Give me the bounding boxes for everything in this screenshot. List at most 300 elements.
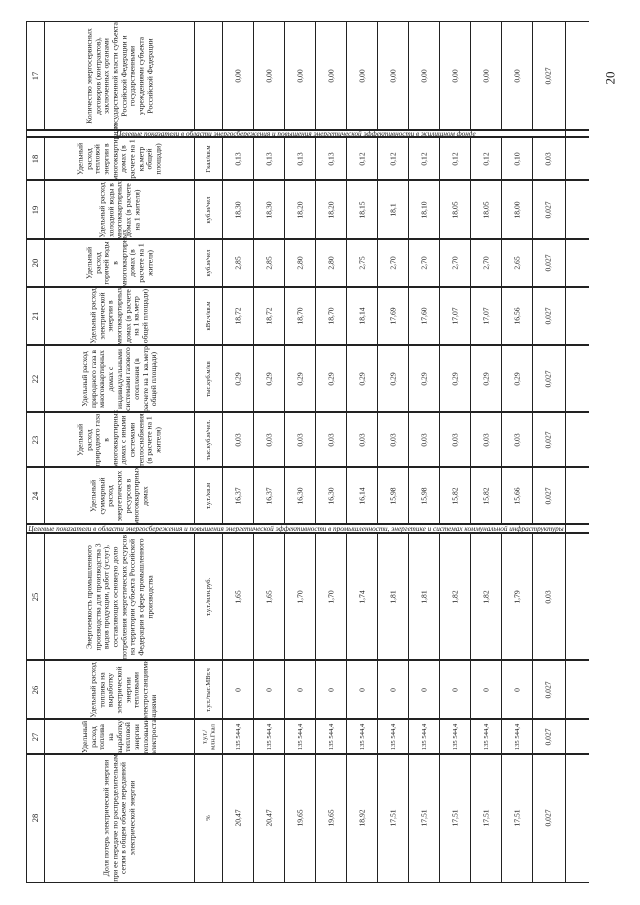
- value-cell-cell: [346, 137, 378, 180]
- row-number: 28: [30, 813, 41, 823]
- value-cell-cell: [253, 412, 285, 467]
- value-cell: 0,03: [543, 151, 553, 166]
- value-cell-cell: [253, 287, 285, 345]
- value-cell: 0,027: [543, 254, 553, 272]
- value-cell-cell: [222, 660, 254, 719]
- value-cell-cell: [470, 533, 502, 660]
- value-cell-cell: [222, 533, 254, 660]
- value-cell-cell: [315, 412, 347, 467]
- row-number-cell: [26, 287, 45, 345]
- value-cell-cell: [284, 345, 316, 412]
- value-cell: 2,80: [326, 256, 336, 270]
- value-cell-cell: [315, 467, 347, 524]
- value-cell-cell: [253, 533, 285, 660]
- value-cell-cell: [532, 467, 566, 524]
- value-cell-cell: [377, 22, 409, 130]
- value-cell-cell: [470, 754, 502, 882]
- value-cell-cell: [346, 533, 378, 660]
- value-cell: 18,70: [326, 307, 336, 325]
- value-cell-cell: [222, 719, 254, 754]
- value-cell-cell: [532, 719, 566, 754]
- value-cell-cell: [315, 754, 347, 882]
- value-cell-cell: [501, 22, 533, 130]
- indicator-name-cell: [44, 345, 195, 412]
- indicator-name: Удельный расход электрической энергии в многоквартирных домах (в расчете на 1 кв.метр общей площади): [88, 287, 150, 345]
- value-cell: 20,47: [264, 809, 274, 827]
- indicator-name-cell: [44, 22, 195, 130]
- indicator-name-cell: [44, 694, 195, 754]
- value-cell-cell: [346, 180, 378, 239]
- value-cell-cell: [284, 137, 316, 180]
- value-cell-cell: [470, 345, 502, 412]
- value-cell: 0: [264, 687, 274, 692]
- value-cell-cell: [346, 239, 378, 287]
- value-cell: 0,10: [512, 151, 522, 166]
- unit-cell: тыс.куб.м/чел.: [205, 419, 213, 460]
- value-cell: 0: [481, 687, 491, 692]
- value-cell: 0,12: [450, 151, 460, 166]
- value-cell: 135 544,4: [265, 723, 273, 750]
- value-cell: 0,13: [233, 151, 243, 166]
- row-number-cell: [26, 239, 45, 287]
- value-cell: 18,20: [326, 200, 336, 219]
- value-cell: 135 544,4: [451, 723, 459, 750]
- value-cell: 135 544,4: [389, 723, 397, 750]
- value-cell: 2,85: [264, 256, 274, 270]
- value-cell-cell: [315, 533, 347, 660]
- section-header-text: Целевые показатели в области энергосбережения и повышения энергетической эффективности в промышленности, энергетике и системах коммунальной инфраструктуры: [28, 524, 564, 533]
- value-cell: 2,85: [233, 256, 243, 270]
- value-cell: 0: [233, 687, 243, 692]
- value-cell: 0,03: [481, 432, 491, 447]
- value-cell: 0,00: [512, 69, 522, 83]
- indicator-name-cell: [44, 533, 195, 660]
- value-cell: 17,51: [512, 809, 522, 827]
- value-cell: 0,027: [543, 67, 553, 85]
- value-cell: 0,03: [388, 432, 398, 447]
- value-cell: 0,29: [512, 371, 522, 386]
- value-cell: 18,92: [357, 809, 367, 827]
- value-cell-cell: [532, 239, 566, 287]
- value-cell: 0,29: [295, 371, 305, 386]
- value-cell-cell: [346, 719, 378, 754]
- value-cell-cell: [284, 533, 316, 660]
- value-cell-cell: [439, 239, 471, 287]
- unit-cell-cell: [194, 180, 223, 239]
- value-cell-cell: [253, 345, 285, 412]
- value-cell-cell: [346, 22, 378, 130]
- value-cell-cell: [532, 345, 566, 412]
- unit-cell-cell: [194, 287, 223, 345]
- value-cell: 18,70: [295, 307, 305, 325]
- value-cell: 135 544,4: [420, 723, 428, 750]
- value-cell: 0,03: [264, 432, 274, 447]
- value-cell-cell: [532, 412, 566, 467]
- value-cell: 19,65: [326, 809, 336, 827]
- value-cell: 0,00: [388, 69, 398, 83]
- value-cell: 0,00: [450, 69, 460, 83]
- value-cell-cell: [315, 287, 347, 345]
- value-cell-cell: [315, 239, 347, 287]
- unit-cell: куб.м/чел: [205, 196, 213, 223]
- value-cell-cell: [284, 412, 316, 467]
- value-cell: 1,65: [233, 589, 243, 604]
- value-cell: 0: [357, 687, 367, 692]
- value-cell-cell: [222, 345, 254, 412]
- indicator-name: Количество энергосервисных договоров (контрактов), заключенных органами государственной власти субъекта Российской Федерации и государственными учреждениями субъекта Российской Федерации: [84, 22, 154, 130]
- value-cell-cell: [253, 719, 285, 754]
- value-cell: 18,00: [512, 200, 522, 219]
- value-cell: 18,30: [233, 200, 243, 219]
- row-number: 22: [30, 374, 41, 383]
- value-cell: 16,14: [357, 486, 367, 505]
- value-cell: 20,47: [233, 809, 243, 827]
- value-cell: 0,13: [326, 151, 336, 166]
- value-cell: 0,03: [512, 432, 522, 447]
- value-cell: 1,70: [295, 589, 305, 604]
- value-cell-cell: [470, 287, 502, 345]
- value-cell-cell: [470, 180, 502, 239]
- value-cell: 0,03: [357, 432, 367, 447]
- value-cell-cell: [222, 467, 254, 524]
- value-cell: 0,29: [264, 371, 274, 386]
- value-cell: 0,29: [419, 371, 429, 386]
- indicator-name: Удельный расход природного газа в многоквартирных домах с индивидуальными системами газового отопления (в расчете на 1 кв.метр общей площади): [80, 345, 159, 412]
- value-cell-cell: [439, 754, 471, 882]
- value-cell: 0,027: [543, 809, 553, 827]
- value-cell: 0,03: [295, 432, 305, 447]
- value-cell-cell: [284, 22, 316, 130]
- row-number: 24: [30, 491, 41, 500]
- value-cell: 16,37: [233, 486, 243, 505]
- row-number: 20: [30, 258, 41, 268]
- value-cell: 18,05: [450, 200, 460, 219]
- value-cell: 2,70: [450, 256, 460, 270]
- value-cell: 0,12: [388, 151, 398, 166]
- value-cell-cell: [253, 754, 285, 882]
- indicator-name: Энергоемкость промышленного производства для производства 3 видов продукции, работ (услуг), составляющих основную долю потребления энергетических ресурсов на территории субъекта Российской Федерации в сфере промышленного производства: [84, 534, 154, 659]
- value-cell-cell: [315, 137, 347, 180]
- row-number: 18: [30, 154, 41, 163]
- value-cell: 0: [419, 687, 429, 692]
- value-cell-cell: [532, 180, 566, 239]
- value-cell: 15,82: [481, 486, 491, 505]
- value-cell: 0,00: [419, 69, 429, 83]
- indicator-name-cell: [44, 122, 195, 180]
- value-cell-cell: [470, 660, 502, 719]
- value-cell: 0,00: [295, 69, 305, 83]
- value-cell-cell: [439, 412, 471, 467]
- value-cell-cell: [408, 660, 440, 719]
- value-cell: 0,12: [419, 151, 429, 166]
- value-cell-cell: [408, 412, 440, 467]
- table-row: [26, 466, 589, 525]
- value-cell-cell: [346, 412, 378, 467]
- value-cell-cell: [408, 719, 440, 754]
- value-cell-cell: [222, 180, 254, 239]
- value-cell-cell: [501, 660, 533, 719]
- value-cell-cell: [501, 137, 533, 180]
- indicator-name: Удельный расход топлива на выработку тепловой энергии тепловыми электростанциями: [80, 694, 159, 754]
- value-cell-cell: [377, 719, 409, 754]
- value-cell-cell: [284, 719, 316, 754]
- row-number-cell: [26, 533, 45, 660]
- unit-cell-cell: [194, 719, 223, 754]
- indicator-name: Удельный расход горячей воды в многоквартирных домах (в расчете на 1 жителя): [84, 229, 154, 287]
- indicator-name-cell: [44, 287, 195, 345]
- value-cell-cell: [377, 137, 409, 180]
- value-cell: 0: [450, 687, 460, 692]
- value-cell-cell: [501, 180, 533, 239]
- value-cell-cell: [222, 412, 254, 467]
- value-cell: 15,98: [419, 486, 429, 505]
- value-cell: 18,15: [357, 200, 367, 219]
- value-cell-cell: [532, 287, 566, 345]
- value-cell: 17,07: [481, 307, 491, 325]
- value-cell: 18,05: [481, 200, 491, 219]
- value-cell-cell: [377, 412, 409, 467]
- indicator-name: Удельный расход тепловой энергии в многоквартирных домах (в расчете на 1 кв.метр общей площади): [75, 122, 163, 180]
- row-number-cell: [26, 660, 45, 719]
- table-row: [26, 344, 589, 413]
- value-cell-cell: [501, 239, 533, 287]
- value-cell: 17,07: [450, 307, 460, 325]
- value-cell-cell: [284, 180, 316, 239]
- value-cell: 135 544,4: [482, 723, 490, 750]
- value-cell: 0,027: [543, 369, 553, 388]
- unit-cell-cell: [194, 345, 223, 412]
- value-cell: 15,98: [388, 486, 398, 505]
- unit-cell: т.у.т./млн.руб.: [205, 577, 213, 616]
- value-cell: 0,29: [481, 371, 491, 386]
- unit-cell-cell: [194, 533, 223, 660]
- value-cell-cell: [377, 180, 409, 239]
- value-cell-cell: [253, 180, 285, 239]
- value-cell-cell: [439, 180, 471, 239]
- value-cell-cell: [408, 345, 440, 412]
- value-cell-cell: [439, 660, 471, 719]
- value-cell: 2,80: [295, 256, 305, 270]
- value-cell-cell: [377, 533, 409, 660]
- unit-cell: т.у.т./млн.Гкал: [201, 723, 216, 750]
- row-number-cell: [26, 22, 45, 130]
- value-cell: 1,70: [326, 589, 336, 604]
- value-cell: 18,1: [388, 202, 398, 217]
- table-row: [26, 694, 589, 755]
- row-number-cell: [26, 180, 45, 239]
- value-cell-cell: [501, 287, 533, 345]
- value-cell: 2,65: [512, 256, 522, 270]
- unit-cell: тыс.куб.м/кв: [205, 360, 213, 397]
- unit-cell-cell: [194, 467, 223, 524]
- value-cell: 0,03: [419, 432, 429, 447]
- value-cell: 2,70: [481, 256, 491, 270]
- value-cell: 0: [295, 687, 305, 692]
- value-cell: 0,027: [543, 430, 553, 449]
- value-cell-cell: [408, 467, 440, 524]
- row-number-cell: [26, 719, 45, 754]
- unit-cell-cell: [194, 754, 223, 882]
- value-cell: 0,00: [264, 69, 274, 83]
- value-cell-cell: [253, 660, 285, 719]
- value-cell: 1,79: [512, 589, 522, 604]
- value-cell: 135 544,4: [296, 723, 304, 750]
- value-cell-cell: [346, 287, 378, 345]
- value-cell: 135 544,4: [234, 723, 242, 750]
- value-cell: 16,30: [326, 486, 336, 505]
- value-cell: 0,29: [326, 371, 336, 386]
- value-cell: 0,12: [481, 151, 491, 166]
- value-cell: 18,30: [264, 200, 274, 219]
- value-cell-cell: [377, 345, 409, 412]
- indicator-name: Удельный расход природного газа в многоквартирных домах с иными системами теплоснабжения (в расчете на 1 жителя): [75, 409, 163, 467]
- value-cell: 0,29: [233, 371, 243, 386]
- value-cell-cell: [315, 660, 347, 719]
- value-cell: 2,70: [419, 256, 429, 270]
- value-cell-cell: [470, 22, 502, 130]
- table-row: [26, 532, 589, 661]
- value-cell: 17,60: [419, 307, 429, 325]
- value-cell: 0,03: [543, 589, 553, 604]
- table-row: [26, 411, 589, 468]
- value-cell: 135 544,4: [327, 723, 335, 750]
- value-cell: 0,12: [357, 151, 367, 166]
- value-cell: 1,82: [450, 589, 460, 604]
- value-cell-cell: [439, 345, 471, 412]
- value-cell-cell: [532, 660, 566, 719]
- unit-cell: т.у.т./кв.м: [205, 482, 213, 509]
- value-cell-cell: [222, 137, 254, 180]
- value-cell-cell: [377, 287, 409, 345]
- indicator-name: Доля потерь электрической энергии при ее передаче по распределительным сетям в общем объеме переданной электрической энергии: [101, 754, 137, 882]
- value-cell-cell: [377, 754, 409, 882]
- indicator-name: Удельный расход топлива на выработку электрической энергии тепловыми электростанциями: [88, 659, 150, 719]
- value-cell-cell: [377, 467, 409, 524]
- value-cell: 18,10: [419, 200, 429, 219]
- value-cell: 0: [326, 687, 336, 692]
- table-row: [26, 229, 589, 288]
- table-row: [26, 179, 589, 240]
- value-cell-cell: [470, 467, 502, 524]
- value-cell-cell: [532, 533, 566, 660]
- value-cell-cell: [284, 660, 316, 719]
- value-cell-cell: [253, 467, 285, 524]
- value-cell: 0: [512, 687, 522, 692]
- value-cell: 2,75: [357, 256, 367, 270]
- value-cell-cell: [439, 467, 471, 524]
- indicator-name: Удельный расход холодной воды в многоквартирных домах (в расчете на 1 жителя): [97, 180, 141, 239]
- value-cell: 0,03: [326, 432, 336, 447]
- value-cell-cell: [408, 533, 440, 660]
- value-cell: 0,027: [543, 200, 553, 219]
- value-cell-cell: [532, 137, 566, 180]
- row-number: 26: [30, 685, 41, 694]
- indicator-name-cell: [44, 229, 195, 287]
- indicator-name-cell: [44, 754, 195, 882]
- value-cell: 17,51: [481, 809, 491, 827]
- row-number: 19: [30, 205, 41, 214]
- unit-cell-cell: [194, 22, 223, 130]
- value-cell: 0,00: [326, 69, 336, 83]
- section-header-text: Целевые показатели в области энергосбережения и повышения энергетической эффективности в жилищном фонде: [116, 129, 476, 138]
- value-cell-cell: [408, 239, 440, 287]
- value-cell-cell: [408, 180, 440, 239]
- value-cell-cell: [439, 719, 471, 754]
- value-cell: 17,69: [388, 307, 398, 325]
- value-cell: 135 544,4: [513, 723, 521, 750]
- unit-cell-cell: [194, 412, 223, 467]
- row-number-cell: [26, 412, 45, 467]
- value-cell: 0,13: [295, 151, 305, 166]
- value-cell-cell: [470, 239, 502, 287]
- value-cell-cell: [253, 22, 285, 130]
- row-number-cell: [26, 137, 45, 180]
- row-number-cell: [26, 467, 45, 524]
- unit-cell: куб.м/чел: [205, 249, 213, 277]
- value-cell: 18,72: [233, 307, 243, 325]
- value-cell-cell: [532, 22, 566, 130]
- value-cell-cell: [253, 137, 285, 180]
- value-cell-cell: [346, 467, 378, 524]
- value-cell-cell: [377, 660, 409, 719]
- value-cell-cell: [501, 345, 533, 412]
- value-cell-cell: [284, 467, 316, 524]
- row-number-cell: [26, 345, 45, 412]
- value-cell: 1,82: [481, 589, 491, 604]
- value-cell: 16,37: [264, 486, 274, 505]
- table-row: [26, 753, 589, 883]
- value-cell-cell: [377, 239, 409, 287]
- value-cell: 1,81: [388, 589, 398, 604]
- value-cell-cell: [439, 137, 471, 180]
- value-cell-cell: [408, 22, 440, 130]
- value-cell: 0,13: [264, 151, 274, 166]
- row-number-cell: [26, 754, 45, 882]
- value-cell: 0: [388, 687, 398, 692]
- value-cell-cell: [315, 180, 347, 239]
- value-cell-cell: [439, 533, 471, 660]
- value-cell-cell: [408, 754, 440, 882]
- value-cell-cell: [222, 22, 254, 130]
- value-cell: 15,82: [450, 486, 460, 505]
- value-cell-cell: [346, 660, 378, 719]
- value-cell-cell: [315, 719, 347, 754]
- value-cell: 18,14: [357, 307, 367, 325]
- value-cell: 0,027: [543, 727, 553, 746]
- value-cell-cell: [501, 533, 533, 660]
- unit-cell: т.у.т./тыс.МВт.ч: [205, 667, 213, 712]
- value-cell: 19,65: [295, 809, 305, 827]
- value-cell: 1,65: [264, 589, 274, 604]
- table-row: [26, 659, 589, 720]
- value-cell: 1,74: [357, 589, 367, 604]
- value-cell-cell: [501, 719, 533, 754]
- value-cell-cell: [439, 287, 471, 345]
- unit-cell-cell: [194, 239, 223, 287]
- value-cell-cell: [346, 345, 378, 412]
- value-cell: 0,03: [233, 432, 243, 447]
- value-cell: 0,29: [450, 371, 460, 386]
- indicators-table: [26, 21, 589, 881]
- value-cell: 17,51: [388, 809, 398, 827]
- value-cell: 0,03: [450, 432, 460, 447]
- value-cell: 18,20: [295, 200, 305, 219]
- value-cell-cell: [439, 22, 471, 130]
- value-cell-cell: [222, 287, 254, 345]
- value-cell-cell: [253, 239, 285, 287]
- value-cell: 16,30: [295, 486, 305, 505]
- value-cell-cell: [284, 754, 316, 882]
